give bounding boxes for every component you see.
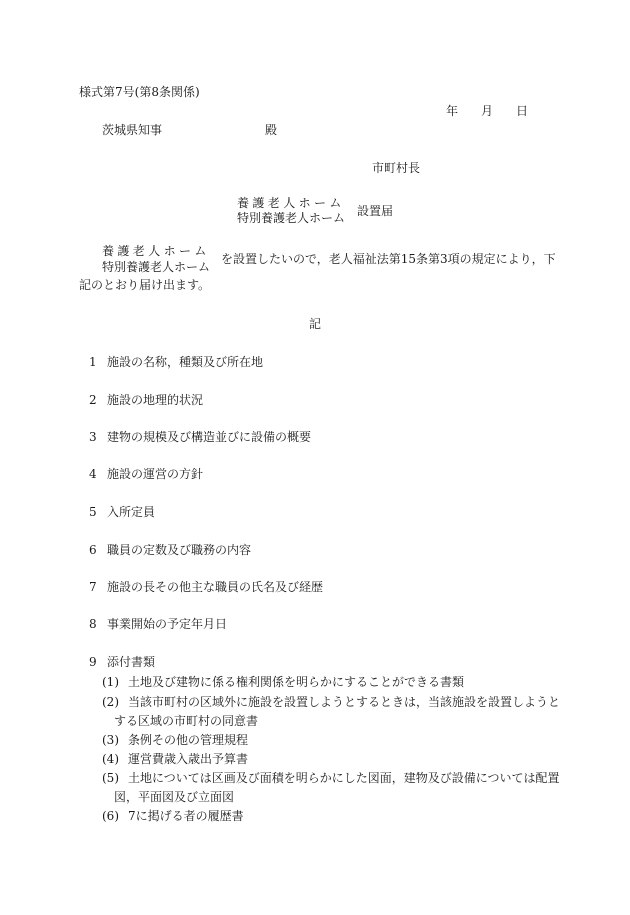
- item-text: 建物の規模及び構造並びに設備の概要: [107, 430, 312, 444]
- item-number: 9: [89, 655, 97, 669]
- list-item: [89, 543, 251, 558]
- date-day: 日: [516, 104, 529, 118]
- attachment-number: (4): [102, 752, 119, 766]
- attachment-text: 土地については区画及び面積を明らかにした図面，建物及び設備については配置: [128, 771, 560, 785]
- item-text: 職員の定数及び職務の内容: [107, 543, 252, 557]
- list-item: [89, 655, 155, 670]
- item-number: 3: [89, 430, 97, 444]
- attachment-item: [102, 809, 244, 824]
- item-number: 2: [89, 393, 97, 407]
- addressee: 茨城県知事: [102, 123, 163, 137]
- intro-line2: 特別養護老人ホーム: [102, 260, 211, 274]
- list-item: [89, 580, 323, 595]
- item-text: 施設の運営の方針: [107, 467, 204, 481]
- title-suffix: 設置届: [357, 204, 394, 218]
- attachment-text: 7に掲げる者の履歴書: [128, 809, 244, 823]
- item-number: 4: [89, 467, 97, 481]
- item-number: 6: [89, 543, 97, 557]
- form-number: 様式第7号(第8条関係): [79, 85, 200, 99]
- intro-continuation: 記のとおり届け出ます。: [79, 278, 211, 292]
- attachment-number: (6): [102, 809, 119, 823]
- list-item: [89, 505, 155, 520]
- honorific: 殿: [265, 123, 278, 137]
- attachment-text: 条例その他の管理規程: [128, 733, 249, 747]
- date-month: 月: [481, 104, 494, 118]
- attachment-text: 土地及び建物に係る権利関係を明らかにすることができる書類: [128, 675, 465, 689]
- attachment-text: 当該市町村の区域外に施設を設置しようとするときは，当該施設を設置しようと: [128, 695, 561, 709]
- attachment-number: (2): [102, 695, 119, 709]
- item-text: 施設の長その他主な職員の氏名及び経歴: [107, 580, 324, 594]
- item-number: 8: [89, 617, 97, 631]
- item-number: 1: [89, 355, 97, 369]
- item-text: 入所定員: [107, 505, 156, 519]
- attachment-item: [102, 695, 560, 710]
- list-item: [89, 467, 203, 482]
- item-number: 7: [89, 580, 97, 594]
- attachment-item: [102, 733, 248, 748]
- attachment-number: (5): [102, 771, 119, 785]
- date-year: 年: [446, 104, 459, 118]
- attachment-continuation: 図，平面図及び立面図: [114, 790, 235, 804]
- title-line2: 特別養護老人ホーム: [237, 211, 346, 225]
- intro-text: を設置したいので，老人福祉法第15条第3項の規定により，下: [221, 252, 556, 266]
- item-text: 添付書類: [107, 655, 156, 669]
- attachment-item: [102, 752, 248, 767]
- item-text: 施設の名称，種類及び所在地: [107, 355, 264, 369]
- title-line1: 養護老人ホーム: [237, 196, 345, 210]
- list-item: [89, 617, 227, 632]
- list-item: [89, 393, 203, 408]
- list-item: [89, 355, 263, 370]
- attachment-number: (3): [102, 733, 119, 747]
- applicant: 市町村長: [372, 161, 421, 175]
- item-number: 5: [89, 505, 97, 519]
- attachment-item: [102, 675, 464, 690]
- attachment-continuation: する区域の市町村の同意書: [114, 714, 259, 728]
- attachment-text: 運営費歳入歳出予算書: [128, 752, 249, 766]
- list-item: [89, 430, 311, 445]
- attachment-item: [102, 771, 560, 786]
- intro-line1: 養護老人ホーム: [102, 244, 210, 258]
- item-text: 事業開始の予定年月日: [107, 617, 228, 631]
- ki-heading: 記: [309, 317, 322, 331]
- attachment-number: (1): [102, 675, 119, 689]
- item-text: 施設の地理的状況: [107, 393, 204, 407]
